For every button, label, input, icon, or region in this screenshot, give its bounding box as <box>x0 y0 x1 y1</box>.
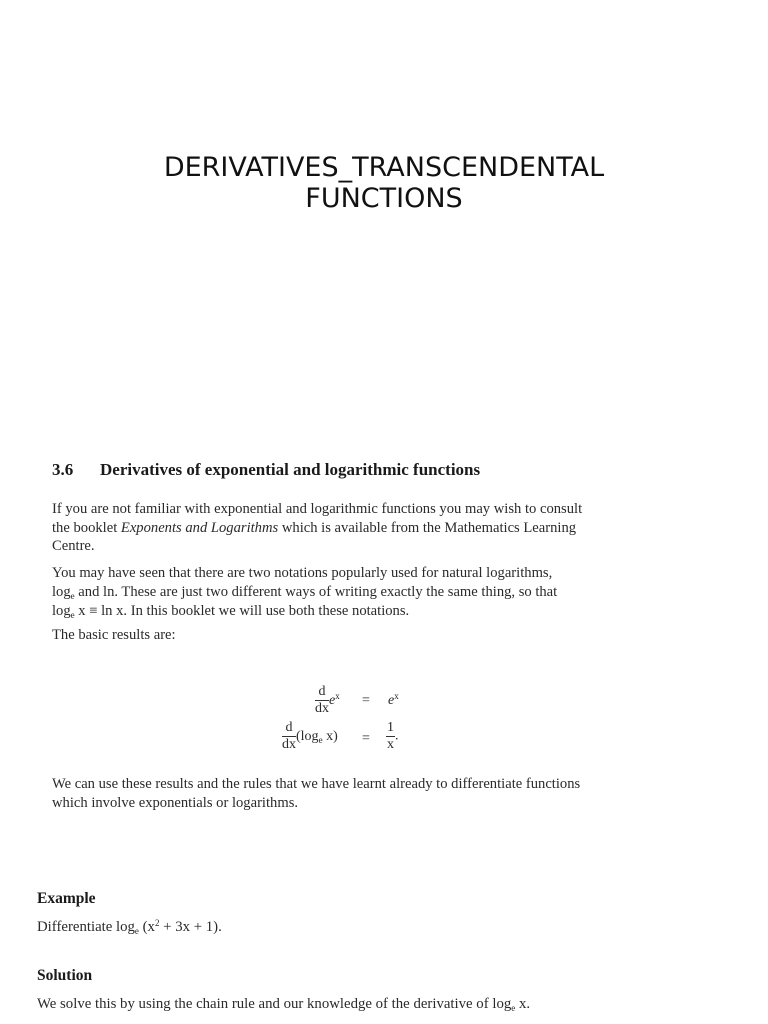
paragraph-line: We can use these results and the rules that we have learnt already to differentiate functions <box>52 776 581 792</box>
booklet-title: Exponents and Logarithms <box>120 519 279 536</box>
paragraph-line: the booklet Exponents and Logarithms which is available from the Mathematics Learning <box>52 519 577 536</box>
section-heading <box>52 460 480 480</box>
paragraph-line: which involve exponentials or logarithms. <box>52 794 299 811</box>
paragraph-usage <box>52 775 652 812</box>
paragraph-line: Centre. <box>52 538 95 555</box>
fraction-1-over-x: $\frac{1}{x}$ <box>387 720 394 752</box>
solution-text: We solve this by using the chain rule and our knowledge of the derivative of $\log_e x$. <box>37 996 531 1013</box>
paragraph-intro <box>52 500 652 556</box>
example-text: Differentiate $\log_e (x^2 + 3x + 1)$. <box>37 918 222 936</box>
equation-exp-equals: = <box>362 693 370 708</box>
paragraph-line: The basic results are: <box>52 627 176 643</box>
paragraph-basic-results <box>52 626 652 645</box>
equation-exp-rhs: $e^x$ <box>388 691 399 708</box>
section-number: 3.6 <box>52 460 74 479</box>
equation-exp-derivative: $\frac{d}{dx}$ $e^x$ <box>315 684 340 716</box>
paragraph-notation <box>52 564 652 622</box>
example-heading: Example <box>37 890 96 907</box>
section-title: Derivatives of exponential and logarithmic functions <box>100 460 481 479</box>
equation-log-equals: = <box>362 731 370 746</box>
equation-log-derivative: $\frac{d}{dx}$ ($\log_e$ x) <box>282 720 338 752</box>
fraction-d-dx: $\frac{d}{dx}$ <box>282 720 296 752</box>
document-title <box>0 152 768 214</box>
fraction-d-dx: $\frac{d}{dx}$ <box>315 684 329 716</box>
title-line-2: FUNCTIONS <box>305 183 463 214</box>
paragraph-line: You may have seen that there are two notations popularly used for natural logarithms, <box>52 565 553 581</box>
equation-log-rhs: $\frac{1}{x}$ . <box>387 720 399 752</box>
paragraph-line: $\log_e$ and ln. These are just two different ways of writing exactly the same thing, so that <box>52 583 558 601</box>
solution-heading: Solution <box>37 967 93 984</box>
paragraph-line: If you are not familiar with exponential and logarithmic functions you may wish to consult <box>52 501 583 517</box>
paragraph-line: $\log_e x \equiv \ln x$. In this booklet we will use both these notations. <box>52 603 410 621</box>
title-line-1: DERIVATIVES_TRANSCENDENTAL <box>163 152 605 183</box>
